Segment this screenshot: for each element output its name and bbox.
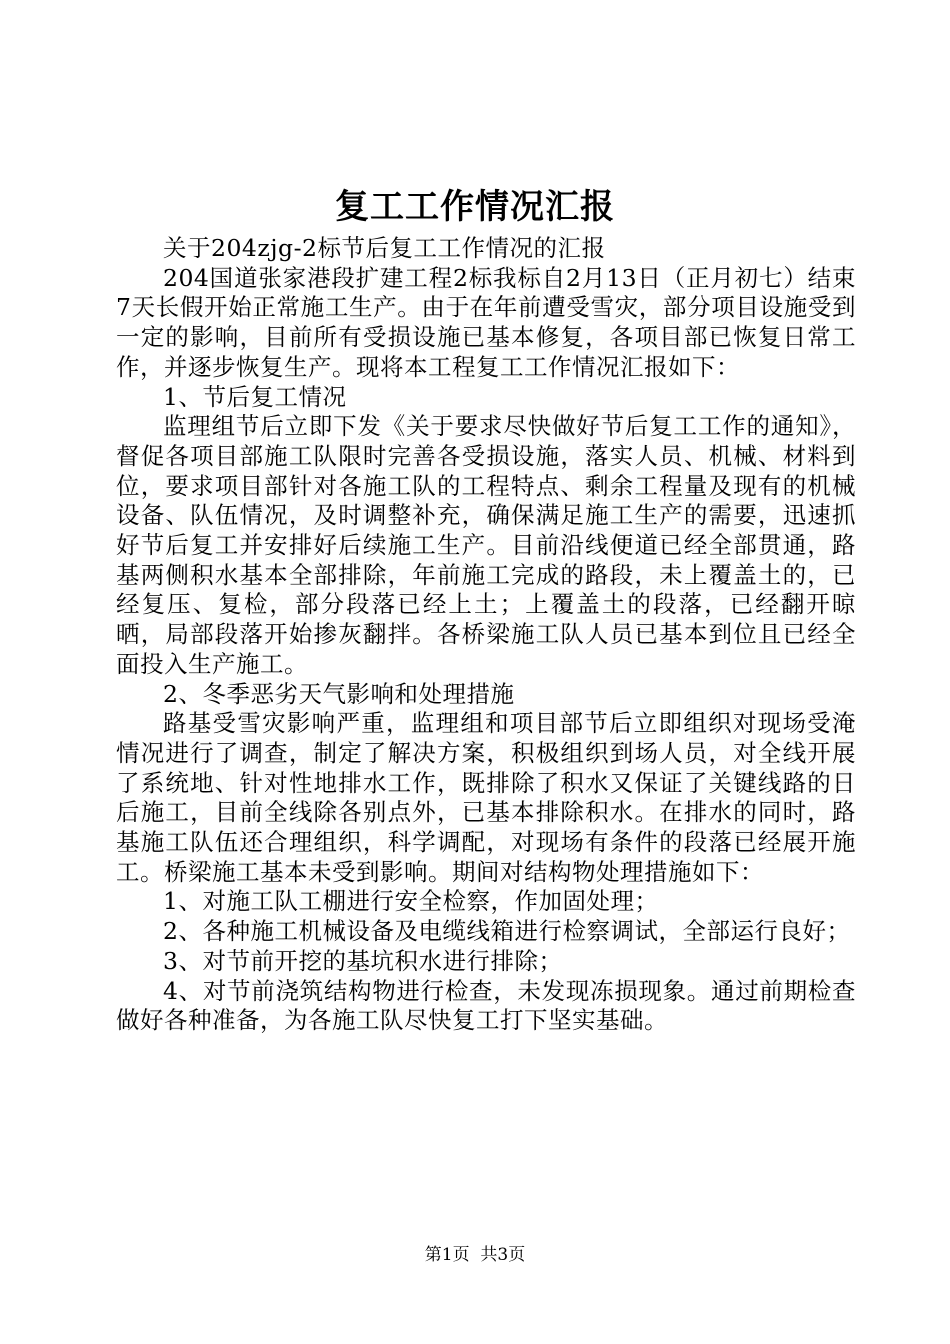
paragraph-section-1: 监理组节后立即下发《关于要求尽快做好节后复工工作的通知》，督促各项目部施工队限时完善各受损设施，落实人员、机械、材料到位，要求项目部针对各施工队的工程特点、剩余工程量及现有的机械设备、队伍情况，及时调整补充，确保满足施工生产的需要，迅速抓好节后复工并安排好后续施工生产。目前沿线便道已经全部贯通，路基两侧积水基本全部排除，年前施工完成的路段，未上覆盖土的，已经复压、复检，部分段落已经上土；上覆盖土的段落，已经翻开晾晒，局部段落开始掺灰翻拌。各桥梁施工队人员已基本到位且已经全面投入生产施工。 [116, 412, 856, 678]
paragraph-section-2: 路基受雪灾影响严重，监理组和项目部节后立即组织对现场受淹情况进行了调查，制定了解决方案，积极组织到场人员，对全线开展了系统地、针对性地排水工作，既排除了积水又保证了关键线路的日后施工，目前全线除各别点外，已基本排除积水。在排水的同时，路基施工队伍还合理组织，科学调配，对现场有条件的段落已经展开施工。桥梁施工基本未受到影响。期间对结构物处理措施如下： [116, 709, 856, 886]
page-total: 共3页 [480, 1245, 526, 1265]
page-footer [0, 1244, 950, 1266]
paragraph-subtitle: 关于204zjg-2标节后复工工作情况的汇报 [163, 234, 606, 262]
paragraph-intro: 204国道张家港段扩建工程2标我标自2月13日（正月初七）结束7天长假开始正常施工生产。由于在年前遭受雪灾，部分项目设施受到一定的影响，目前所有受损设施已基本修复，各项目部已恢复日常工作，并逐步恢复生产。现将本工程复工工作情况汇报如下： [116, 263, 856, 381]
section-heading-1: 1、节后复工情况 [163, 382, 347, 411]
list-item-4: 4、对节前浇筑结构物进行检查，未发现冻损现象。通过前期检查做好各种准备，为各施工队尽快复工打下坚实基础。 [116, 976, 856, 1035]
list-item-1: 1、对施工队工棚进行安全检察，作加固处理； [163, 887, 659, 916]
page-title: 复工工作情况汇报 [335, 187, 615, 227]
list-item-3: 3、对节前开挖的基坑积水进行排除； [163, 946, 563, 975]
list-item-2: 2、各种施工机械设备及电缆线箱进行检察调试，全部运行良好； [163, 917, 851, 946]
page-number: 第1页 [424, 1245, 470, 1265]
section-heading-2: 2、冬季恶劣天气影响和处理措施 [163, 679, 515, 708]
document-body [116, 234, 856, 1036]
